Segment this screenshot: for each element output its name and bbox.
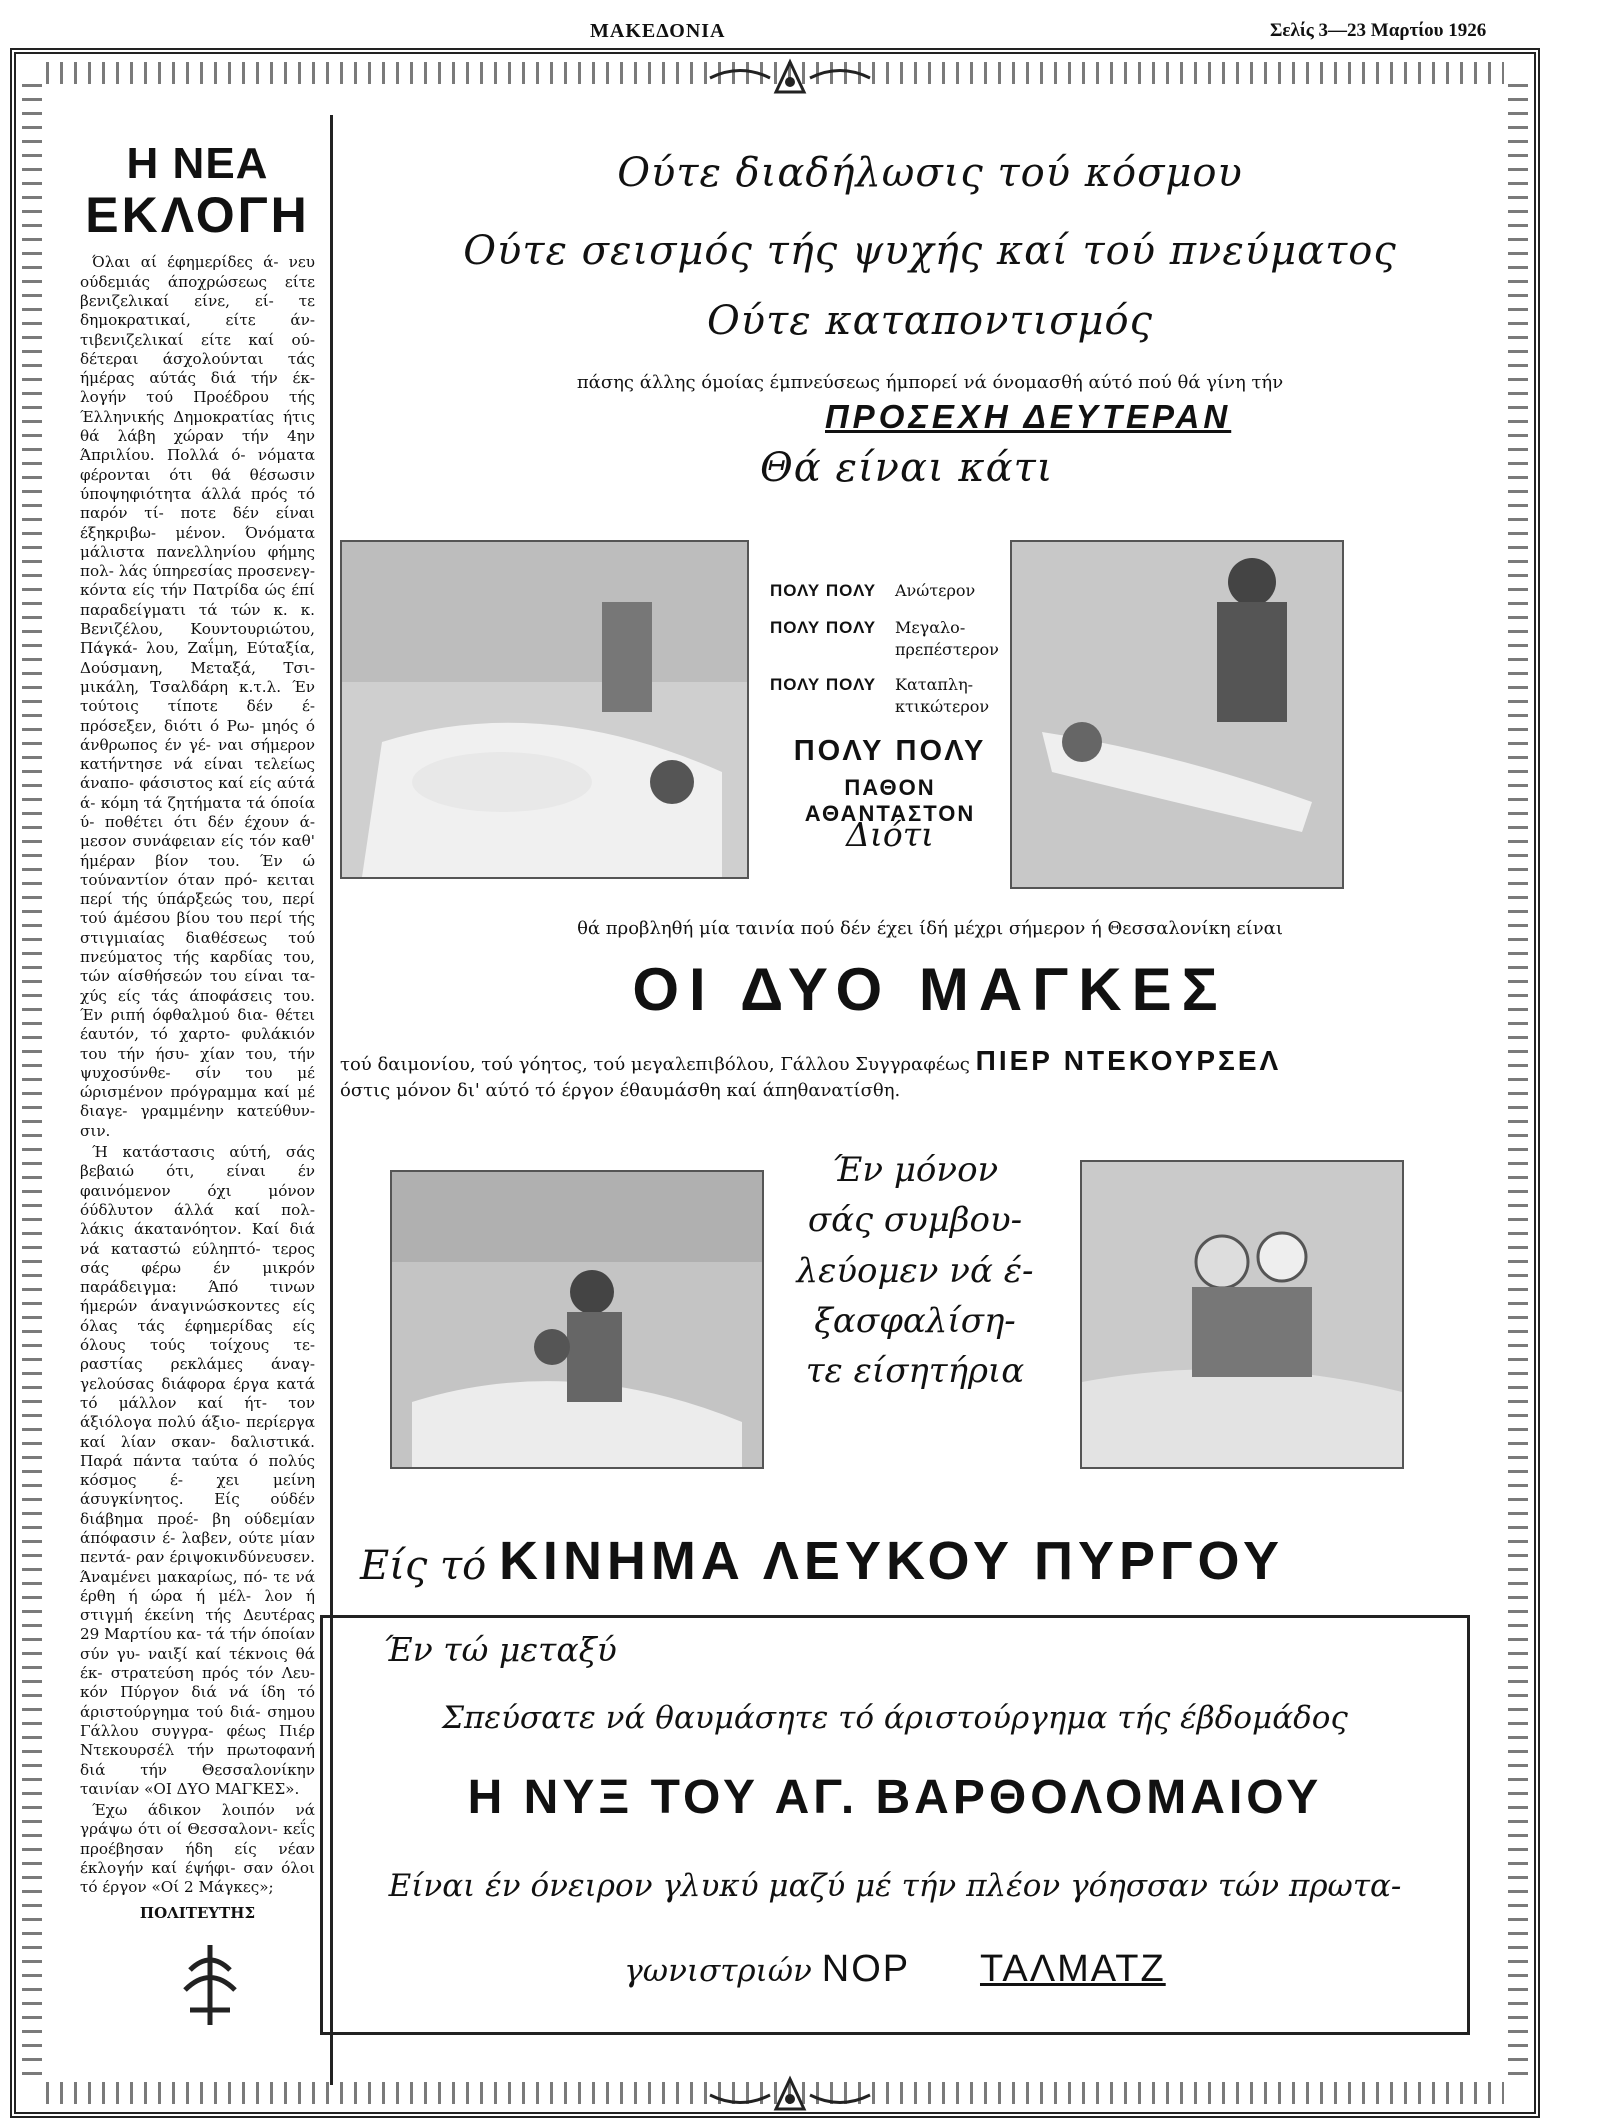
cinema-name: ΚΙΝΗΜΑ ΛΕΥΚΟΥ ΠΥΡΓΟΥ (498, 1531, 1285, 1591)
article-title-line-1: Η ΝΕΑ (126, 139, 269, 188)
superlative-value: Μεγαλο- πρεπέστερον (895, 617, 999, 659)
advice-text (780, 1145, 1050, 1397)
superlative-value: Καταπλη- κτικώτερον (895, 675, 990, 716)
advice-line: σάς συμβου- (807, 1200, 1023, 1241)
because-line: Διότι (846, 815, 934, 854)
star-name-1: ΝΟΡ (821, 1948, 911, 1990)
superlative-row (770, 580, 1000, 603)
main-advertisement (340, 0, 1520, 2128)
emblem-icon (170, 1940, 250, 2030)
page-date: Σελίς 3—23 Μαρτίου 1926 (1270, 20, 1487, 41)
meanwhile-box (320, 1615, 1470, 2035)
article-paragraph: Όλαι αί έφημερίδες ά- νευ ούδεμιάς άποχρώσεως είτε βενιζελικαί είνε, εί- τε δημοκρατικαί, είτε άν- τιβενιζελικαί είτε καί ού- δέτεραι άσχολούνται τάς ήμέρας αύτάς διά τήν έκ- λογήν τού Προέδρου τής Έλληνικής Δημοκρατίας ήτις θά λάβη χώραν τήν 4ην Άπριλίου. Πολλά ό- νόματα φέρονται ότι θά θέσωσιν ύποψηφιότητα άλλά πρός τό παρόν τί- ποτε δέν είναι έξηκριβω- μένον. Όνόματα μάλιστα πανελληνίου φήμης πολ- λάς ύπηρεσίας προσενεγ- κόντα είς τήν Πατρίδα ώς έπί παραδείγματι τά τών κ. κ. Βενιζέλου, Κουντουριώτου, Πάγκά- λου, Ζαΐμη, Εύταξία, Δούσμανη, Μεταξά, Τσι- μικάλη, Τσαλδάρη κ.τ.λ. Έν τούτοις τίποτε δέν έ- πρόσεξεν, διότι ό Ρω- μηός ό άνθρωπος έν γέ- ναι σήμερον κατήντησε νά είναι τελείως άναπο- φάσιστος καί είς αύτά ά- κόμη τά ζητήματα τά όποία ύ- ποθέτει ότι δέν έχουν ά- μεσον συνάφειαν είς τόν καθ' ήμέραν βίον του. Έν ώ τούναντίον όταν πρό- κειται περί τής ύπάρξεώς του, περί τού άμέσου βίου του περί τής στιγμιαίας διαθέσεως τού πνεύματος τής καρδίας του, τών αίσθήσεών του είναι τα- χύς είς τάς άποφάσεις του. Έν ριπή όφθαλμού δια- θέτει έαυτόν, τό χαρτο- φυλάκιόν του τήν ήσυ- χίαν του, τήν ψυχοσύνθε- σίν του μέ ώρισμένον πρόγραμμα καί μέ διαγε- γραμμένην κατεύθυν- σιν. (80, 253, 315, 1140)
film-announcement-line: θά προβληθή μία ταινία πού δέν έχει ίδή μέχρι σήμερον ή Θεσσαλονίκη είναι (577, 918, 1283, 939)
superlative-value: Ανώτερον (895, 581, 976, 600)
bottom-ornament-icon (700, 2075, 880, 2115)
superlatives-list (770, 580, 1000, 731)
movie-title: ΟΙ ΔΥΟ ΜΑΓΚΕΣ (632, 956, 1228, 1023)
box-line-5 (323, 1948, 1467, 1991)
box-line-1: Έν τώ μεταξύ (383, 1630, 617, 1669)
superlative-key: ΠΟΛΥ ΠΟΛΥ (770, 675, 877, 695)
left-column-article (80, 140, 315, 1922)
film-still-photo (1080, 1160, 1404, 1469)
superlative-big: ΠΟΛΥ ΠΟΛΥ (793, 735, 987, 767)
cinema-prefix: Είς τό (360, 1543, 487, 1589)
box-line-5-prefix: γωνιστριών (624, 1953, 812, 1989)
author-name: ΠΙΕΡ ΝΤΕΚΟΥΡΣΕΛ (975, 1045, 1282, 1076)
headline-1: Ούτε διαδήλωσις τού κόσμου (617, 150, 1243, 196)
superlative-row (770, 674, 1000, 717)
newspaper-name: ΜΑΚΕΔΟΝΙΑ (590, 20, 726, 42)
advice-line: λεύομεν νά έ- (796, 1250, 1034, 1291)
headline-2: Ούτε σεισμός τής ψυχής καί τού πνεύματος (463, 228, 1397, 274)
article-paragraph: Ή κατάστασις αύτή, σάς βεβαιώ ότι, είναι έν φαινόμενον όχι μόνον όύδλυτον άλλά καί πολ- λάκις άκατανόητον. Καί διά νά καταστώ εύληπτό- τερος σάς φέρω έν μικρόν παράδειγμα: Άπό τινων ήμερών άναγινώσκοντες είς όλας τάς έφημερίδας είς όλους τούς τοίχους τε- ραστίας ρεκλάμες άναγ- γελούσας διάφορα έργα κατά τό μάλλον καί ήτ- τον άξιόλογα πολύ άξιο- περίεργα καί λίαν σκαν- δαλιστικά. Παρά πάντα ταύτα ό πολύς κόσμος έ- χει μείνη άσυγκίνητος. Είς ούδέν διάβημα προέ- βη ούδεμίαν άπόφασιν έ- λαβεν, ούτε μίαν πεντά- ραν έριψοκινδύνευσεν. Άναμένει μακαρίως, πό- τε νά έρθη ή ώρα ή μέλ- λον ή στιγμή έκείνη τής Δευτέρας 29 Μαρτίου κα- τά τήν όποίαν σύν γυ- ναιξί καί τέκνοις θά έκ- στρατεύση πρός τόν Λευ- κόν Πύργον διά νά ίδη τό άριστούργημα τού διά- σημου Γάλλου συγγρα- φέως Πιέρ Ντεκουρσέλ τήν πρωτοφανή διά τήν Θεσσαλονίκην ταινίαν «ΟΙ ΔΥΟ ΜΑΓΚΕΣ». (80, 1143, 315, 1798)
superlative-key: ΠΟΛΥ ΠΟΛΥ (770, 581, 877, 600)
author-line (340, 1045, 1520, 1077)
author-line-2: όστις μόνον δι' αύτό τό έργον έθαυμάσθη καί άπηθανατίσθη. (340, 1080, 901, 1101)
box-film-title: Η ΝΥΞ ΤΟΥ ΑΓ. ΒΑΡΘΟΛΟΜΑΙΟΥ (467, 1771, 1323, 1824)
superlative-row (770, 617, 1000, 660)
box-line-4: Είναι έν όνειρον γλυκύ μαζύ μέ τήν πλέον γόησσαν τών πρωτα- (388, 1868, 1402, 1904)
cinema-line (360, 1530, 1520, 1592)
film-still-photo (390, 1170, 764, 1469)
superlative-key: ΠΟΛΥ ΠΟΛΥ (770, 617, 877, 637)
headline-3: Ούτε καταποντισμός (706, 298, 1154, 344)
border-pattern-left (22, 84, 42, 2082)
will-be-something-line: Θά είναι κάτι (760, 445, 1054, 491)
lead-line: πάσης άλλης όμοίας έμπνεύσεως ήμπορεί νά όνομασθή αύτό πού θά γίνη τήν (576, 372, 1284, 393)
advice-line: τε είσητήρια (805, 1351, 1025, 1392)
author-prefix: τού δαιμονίου, τού γόητος, τού μεγαλεπιβόλου, Γάλλου Συγγραφέως (340, 1054, 970, 1075)
advice-line: ξασφαλίση- (814, 1300, 1016, 1341)
article-title-line-2: ΕΚΛΟΓΗ (85, 187, 310, 244)
film-still-photo (340, 540, 749, 879)
advice-line: Έν μόνον (831, 1150, 999, 1190)
pathon-line: ΠΑΘΟΝ ΑΘΑΝΤΑΣΤΟΝ (804, 775, 976, 826)
next-monday-heading: ΠΡΟΣΕΧΗ ΔΕΥΤΕΡΑΝ (825, 398, 1232, 435)
box-line-2: Σπεύσατε νά θαυμάσητε τό άριστούργημα τής έβδομάδος (442, 1700, 1348, 1736)
film-still-photo (1010, 540, 1344, 889)
star-name-2: ΤΑΛΜΑΤΖ (979, 1948, 1166, 1990)
article-paragraph: Έχω άδικον λοιπόν νά γράψω ότι οί Θεσσαλονι- κεΐς προέβησαν ήδη είς νέαν έκλογήν καί έψήφι- σαν όλοι τό έργον «Οί 2 Μάγκες»; (80, 1801, 315, 1897)
article-signature: ΠΟΛΙΤΕΥΤΗΣ (139, 1903, 256, 1922)
